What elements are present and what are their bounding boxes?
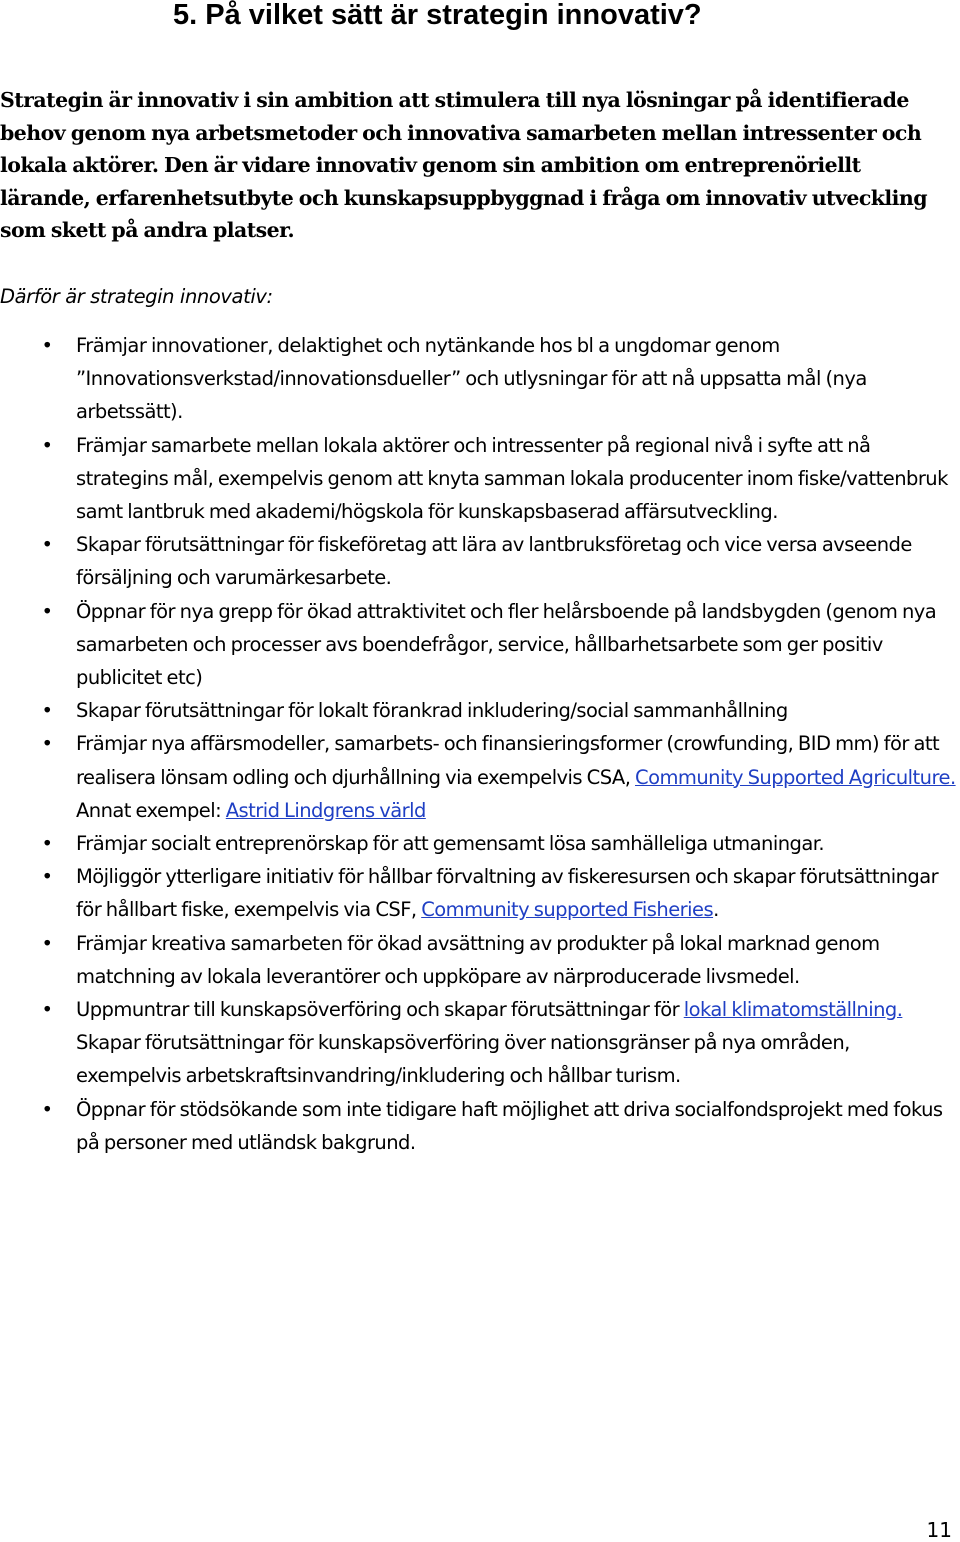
list-intro-heading: Därför är strategin innovativ:: [0, 285, 273, 308]
list-item-text: Främjar samarbete mellan lokala aktörer och intressenter på regional nivå i syfte att nå strategins mål, exempelvis genom att knyta samman lokala producenter inom fiske/vattenbruk samt lantbruk med akademi/högskola för kunskapsbaserad affärsutveckling.: [76, 433, 948, 524]
list-item: [0, 595, 956, 695]
bullet-icon: •: [41, 599, 53, 623]
list-item-text: Främjar kreativa samarbeten för ökad avsättning av produkter på lokal marknad genom matchning av lokala leverantörer och uppköpare av närproducerade livsmedel.: [76, 931, 880, 988]
list-item: [0, 827, 956, 860]
list-item: [0, 860, 956, 926]
list-item: [0, 1093, 956, 1159]
bullet-icon: •: [41, 699, 53, 723]
bullet-icon: •: [41, 1097, 53, 1121]
list-item: [0, 528, 956, 594]
bullet-icon: •: [41, 433, 53, 457]
page-number: 11: [926, 1518, 952, 1542]
list-item-text: Skapar förutsättningar för fiskeföretag att lära av lantbruksföretag och vice versa avseende försäljning och varumärkesarbete.: [76, 533, 912, 590]
community-supported-agriculture-link[interactable]: Community Supported Agriculture.: [635, 765, 956, 789]
list-item-text: Skapar förutsättningar för lokalt förankrad inkludering/social sammanhållning: [76, 699, 788, 723]
list-item: [0, 329, 956, 429]
list-item-text: Öppnar för stödsökande som inte tidigare haft möjlighet att driva socialfondsprojekt med fokus på personer med utländsk bakgrund.: [76, 1097, 943, 1154]
list-item-text: Möjliggör ytterligare initiativ för hållbar förvaltning av fiskeresursen och skapar förutsättningar för hållbart fiske, exempelvis via CSF,: [76, 865, 939, 922]
innovation-bullet-list: [0, 329, 956, 1159]
bullet-icon: •: [41, 832, 53, 856]
bullet-icon: •: [41, 865, 53, 889]
list-item: [0, 429, 956, 529]
section-heading: 5. På vilket sätt är strategin innovativ?: [173, 0, 702, 31]
lokal-klimatomstallning-link[interactable]: lokal klimatomställning.: [683, 998, 903, 1022]
community-supported-fisheries-link[interactable]: Community supported Fisheries: [421, 898, 714, 922]
bullet-icon: •: [41, 931, 53, 955]
list-item-text: Uppmuntrar till kunskapsöverföring och skapar förutsättningar för: [76, 998, 684, 1022]
astrid-lindgrens-varld-link[interactable]: Astrid Lindgrens värld: [225, 798, 426, 822]
bullet-icon: •: [41, 998, 53, 1022]
bullet-icon: •: [41, 533, 53, 557]
list-item-text: .: [713, 898, 719, 922]
list-item-text: Främjar innovationer, delaktighet och nytänkande hos bl a ungdomar genom ”Innovationsverkstad/innovationsdueller” och utlysningar för att nå uppsatta mål (nya arbetssätt).: [76, 334, 867, 424]
list-item-text: Annat exempel:: [76, 798, 226, 822]
bullet-icon: •: [41, 334, 53, 357]
bullet-icon: •: [41, 732, 53, 756]
list-item-text: Skapar förutsättningar för kunskapsöverföring över nationsgränser på nya områden, exempelvis arbetskraftsinvandring/inkludering och hållbar turism.: [76, 1031, 850, 1088]
list-item: [0, 727, 956, 827]
list-item: [0, 993, 956, 1093]
intro-paragraph: Strategin är innovativ i sin ambition att stimulera till nya lösningar på identifierade behov genom nya arbetsmetoder och innovativa samarbeten mellan intressenter och lokala aktörer. Den är vidare innovativ genom sin ambition om entreprenöriellt lärande, erfarenhetsutbyte och kunskapsuppbyggnad i fråga om innovativ utveckling som skett på andra platser.: [0, 88, 928, 242]
list-item: [0, 927, 956, 993]
list-item-text: Främjar nya affärsmodeller, samarbets- och finansieringsformer (crowfunding, BID mm) för att realisera lönsam odling och djurhållning via exempelvis CSA,: [76, 732, 940, 789]
list-item-text: Öppnar för nya grepp för ökad attraktivitet och fler helårsboende på landsbygden (genom nya samarbeten och processer avs boendefrågor, service, hållbarhetsarbete som ger positiv publicitet etc): [76, 599, 937, 690]
list-item: [0, 694, 956, 727]
list-item-text: Främjar socialt entreprenörskap för att gemensamt lösa samhälleliga utmaningar.: [76, 832, 825, 856]
